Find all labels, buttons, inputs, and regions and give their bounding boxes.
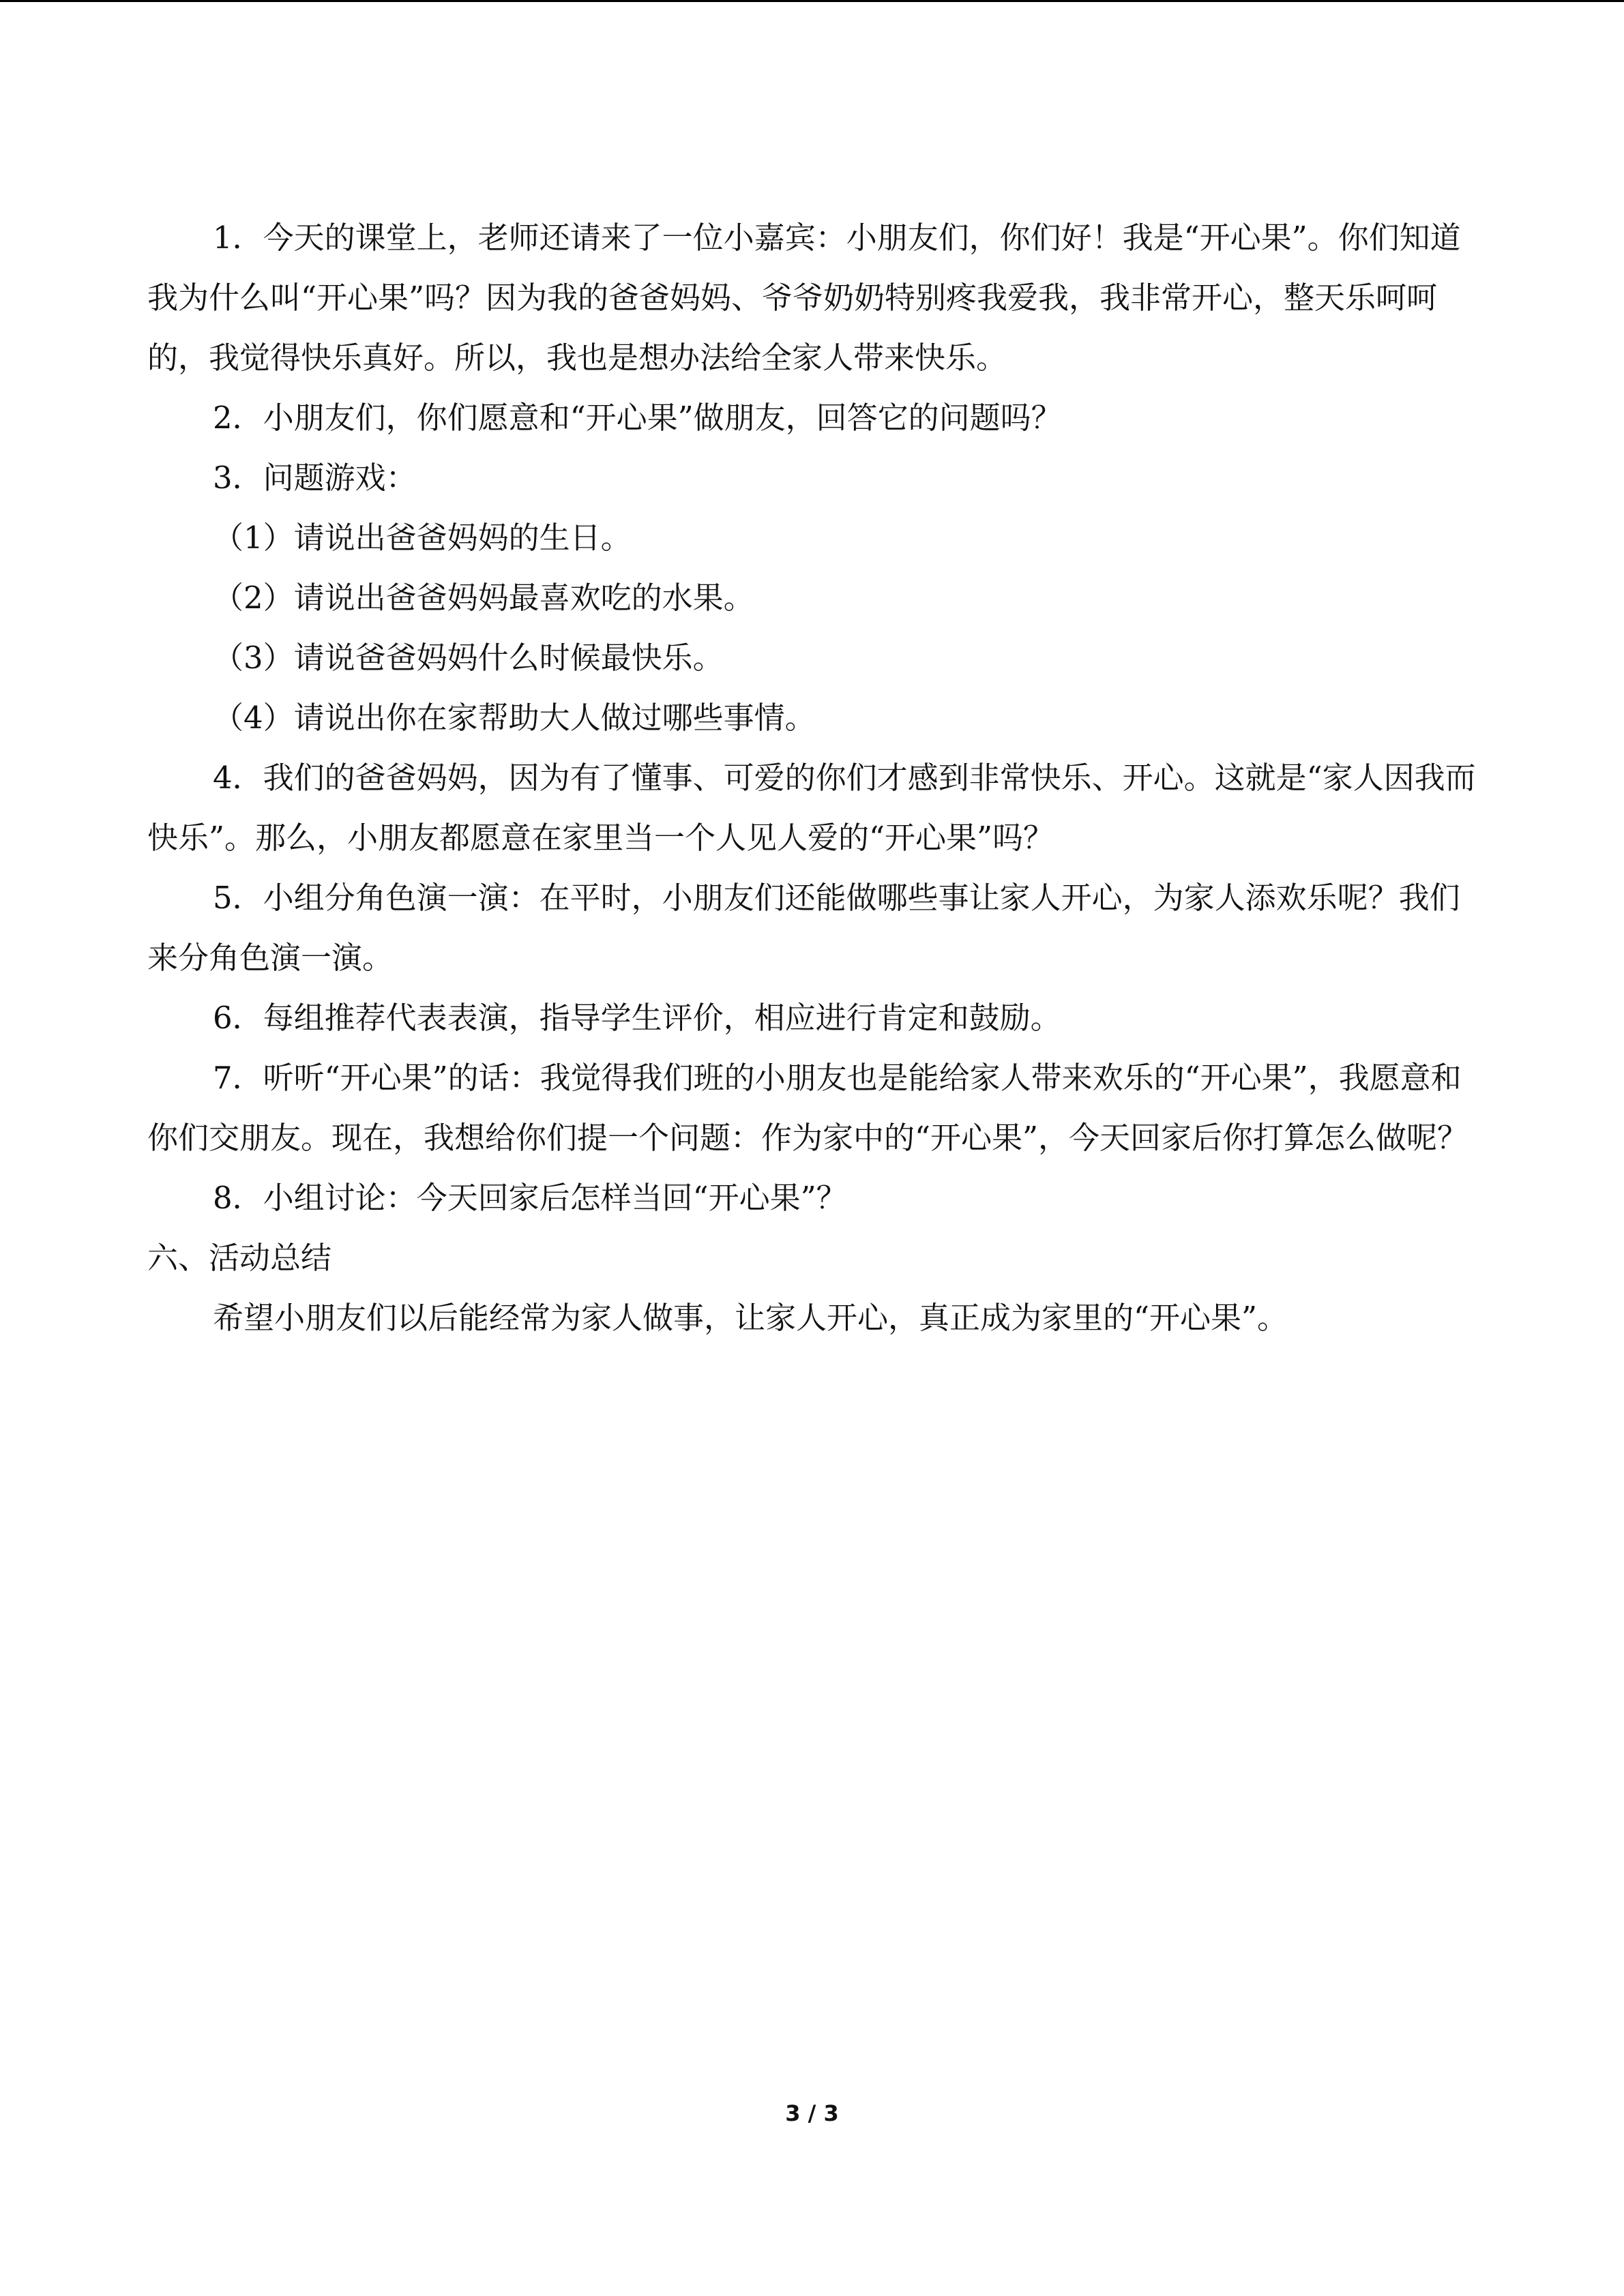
question-item-1: （1）请说出爸爸妈妈的生日。 xyxy=(213,520,632,556)
page-number: 3 / 3 xyxy=(785,2100,839,2126)
paragraph-item-4: 4．我们的爸爸妈妈，因为有了懂事、可爱的你们才感到非常快乐、开心。这就是“家人因我而快乐”。那么，小朋友都愿意在家里当一个人见人爱的“开心果”吗？ xyxy=(147,760,1476,856)
question-item-3: （3）请说爸爸妈妈什么时候最快乐。 xyxy=(213,640,724,676)
summary-paragraph: 希望小朋友们以后能经常为家人做事，让家人开心，真正成为家里的“开心果”。 xyxy=(213,1300,1288,1336)
paragraph-item-7: 7．听听“开心果”的话：我觉得我们班的小朋友也是能给家人带来欢乐的“开心果”，我愿意和你们交朋友。现在，我想给你们提一个问题：作为家中的“开心果”，今天回家后你打算怎么做呢？ xyxy=(147,1060,1468,1156)
paragraph-item-1: 1．今天的课堂上，老师还请来了一位小嘉宾：小朋友们，你们好！我是“开心果”。你们知道我为什么叫“开心果”吗？因为我的爸爸妈妈、爷爷奶奶特别疼我爱我，我非常开心，整天乐呵呵的，我觉得快乐真好。所以，我也是想办法给全家人带来快乐。 xyxy=(147,220,1461,376)
paragraph-item-3: 3．问题游戏： xyxy=(213,460,417,496)
section-heading-summary: 六、活动总结 xyxy=(147,1240,332,1276)
question-item-4: （4）请说出你在家帮助大人做过哪些事情。 xyxy=(213,700,816,736)
paragraph-item-6: 6．每组推荐代表表演，指导学生评价，相应进行肯定和鼓励。 xyxy=(213,1000,1061,1036)
paragraph-item-5: 5．小组分角色演一演：在平时，小朋友们还能做哪些事让家人开心，为家人添欢乐呢？我们来分角色演一演。 xyxy=(147,880,1460,976)
question-item-2: （2）请说出爸爸妈妈最喜欢吃的水果。 xyxy=(213,580,754,616)
paragraph-item-8: 8．小组讨论：今天回家后怎样当回“开心果”？ xyxy=(213,1180,847,1216)
document-body xyxy=(147,208,1484,1348)
top-border-line xyxy=(0,0,1624,2)
paragraph-item-2: 2．小朋友们，你们愿意和“开心果”做朋友，回答它的问题吗？ xyxy=(213,400,1062,436)
